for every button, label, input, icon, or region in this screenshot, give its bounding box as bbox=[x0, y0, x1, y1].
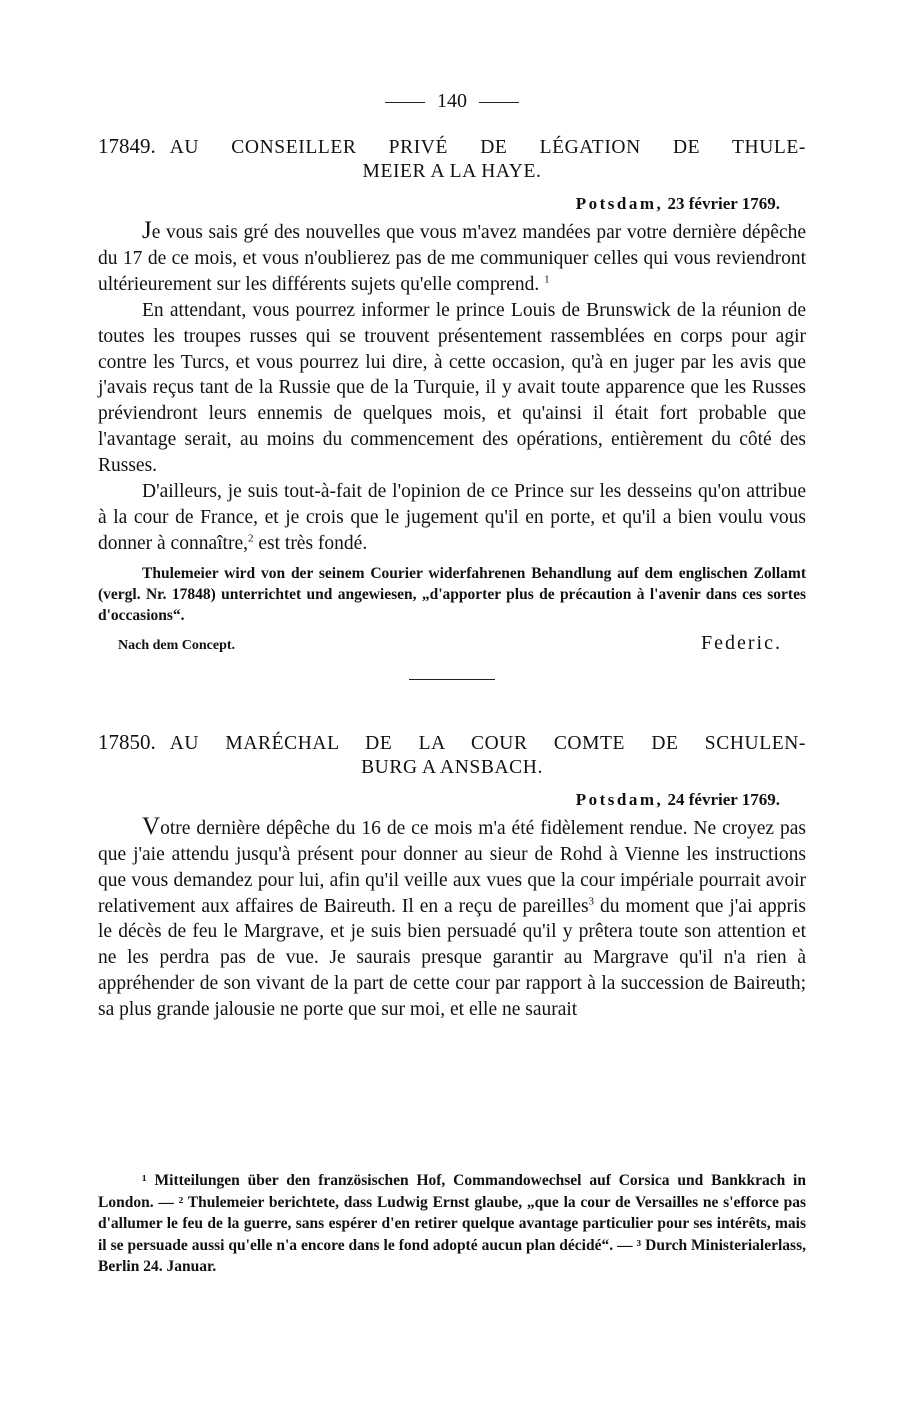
dateline-date: 24 février 1769. bbox=[667, 789, 780, 809]
page-header bbox=[98, 86, 806, 116]
paragraph bbox=[98, 218, 806, 298]
initial-letter: J bbox=[142, 217, 152, 244]
paragraph bbox=[98, 814, 806, 1023]
footnotes-text: ¹ Mitteilungen über den französischen Hof, Commandowechsel auf Corsica und Bankkrach in London. — ² Thulemeier berichtete, dass Ludwig Ernst glaube, „que la cour de Versailles ne s'efforce pas d'allumer le feu de la guerre, sans espérer d'en retirer quelque avantage particulier pour ses intérêts, mais il se persuade aussi qu'elle n'a encore dans le fond adopté aucun plan décidé“. — ³ Durch Ministerialerlass, Berlin 24. Januar. bbox=[98, 1172, 806, 1275]
signature-row bbox=[98, 632, 806, 655]
letter-title-text: AU CONSEILLER PRIVÉ DE LÉGATION DE THULE- bbox=[169, 137, 806, 158]
letter-number: 17850. bbox=[98, 729, 156, 754]
letter-body bbox=[98, 218, 806, 557]
page bbox=[98, 86, 806, 1023]
footnote-marker: 1 bbox=[544, 273, 550, 286]
letter-title-text: AU MARÉCHAL DE LA COUR COMTE DE SCHULEN- bbox=[169, 732, 806, 754]
dateline-date: 23 février 1769. bbox=[667, 194, 780, 213]
paragraph-text: D'ailleurs, je suis tout-à-fait de l'opinion de ce Prince sur les desseins qu'on attribue à la cour de France, et je crois que le jugement qu'il en porte, et qu'il a bien voulu vous donner à connaître, bbox=[98, 481, 806, 554]
letter-title-line2: BURG A ANSBACH. bbox=[361, 756, 543, 778]
letter-body bbox=[98, 814, 806, 1023]
dateline-place: Potsdam, bbox=[575, 789, 664, 809]
page-number: 140 bbox=[437, 90, 467, 112]
editor-note bbox=[98, 563, 806, 626]
letter-heading bbox=[98, 730, 806, 780]
source-note: Nach dem Concept. bbox=[118, 637, 236, 653]
editor-note-text: Thulemeier wird von der seinem Courier widerfahrenen Behandlung auf dem englischen Zollamt (vergl. Nr. 17848) unterrichtet und angewiesen, „d'apporter plus de précaution à l'avenir dans ces sortes d'occasions“. bbox=[98, 564, 806, 624]
paragraph-tail: est très fondé. bbox=[258, 532, 368, 554]
separator-rule bbox=[409, 679, 495, 680]
letter-title-line1 bbox=[98, 730, 806, 756]
paragraph: En attendant, vous pourrez informer le prince Louis de Brunswick de la réunion de toutes les troupes russes qui se trouvent présentement rassemblées en corps pour agir contre les Turcs, et vous pourrez lui dire, à cette occasion, qu'à en juger par les avis que j'avais reçus tant de la Russie que de la Turquie, il y avait toute apparence que les Russes préviendront leurs ennemis de quelques mois, et qu'ainsi il était fort probable que l'avantage serait, au moins du commencement des opérations, entièrement du côté des Russes. bbox=[98, 299, 806, 477]
footnotes bbox=[98, 1170, 806, 1278]
signature: Federic. bbox=[701, 631, 782, 654]
footnote-marker: 3 bbox=[588, 895, 595, 907]
paragraph bbox=[98, 479, 806, 557]
letter-heading bbox=[98, 134, 806, 184]
header-dash-right bbox=[479, 102, 519, 103]
paragraph-tail: du moment que j'ai appris le décès de feu le Margrave, et je suis bien persuadé qu'il y prêtera toute son attention et ne les perdra pas de vue. Je saurais presque garantir au Margrave qu'il n'a rien à appréhender de son vivant de la part de cette cour par rapport à la succession de Baireuth; sa plus grande jalousie ne porte que sur moi, et elle ne saurait bbox=[98, 895, 806, 1021]
letter-number: 17849. bbox=[98, 134, 156, 158]
paragraph-text: e vous sais gré des nouvelles que vous m'avez mandées par votre dernière dépêche du 17 de ce mois, et vous n'oublierez pas de me communiquer celles qui vous reviendront ultérieurement sur les différents sujets qu'elle comprend. bbox=[98, 222, 806, 295]
letter-title-line2: MEIER A LA HAYE. bbox=[362, 161, 542, 182]
dateline-place: Potsdam, bbox=[575, 194, 664, 213]
dateline bbox=[98, 192, 780, 216]
paragraph-text: otre dernière dépêche du 16 de ce mois m'a été fidèlement rendue. Ne croyez pas que j'aie attendu jusqu'à présent pour donner au sieur de Rohd à Vienne les instructions que vous demandez pour lui, afin qu'il veille aux vues que la cour impériale pourrait avoir relativement aux affaires de Baireuth. Il en a reçu de pareilles bbox=[98, 817, 806, 917]
letter-title-line1 bbox=[98, 134, 806, 160]
initial-letter: V bbox=[142, 812, 161, 840]
dateline bbox=[98, 788, 780, 812]
footnote-marker: 2 bbox=[247, 532, 254, 545]
header-dash-left bbox=[385, 102, 425, 103]
